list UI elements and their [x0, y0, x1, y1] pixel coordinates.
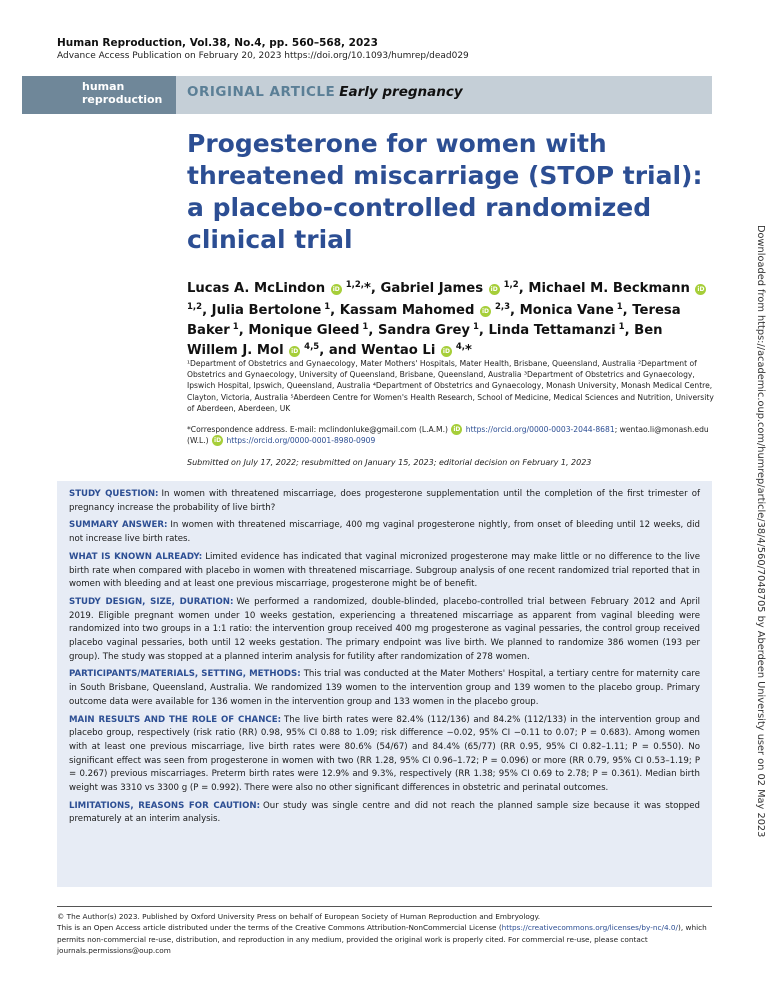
article-type: ORIGINAL ARTICLE — [187, 84, 336, 100]
author — [520, 303, 633, 318]
logo-text-reproduction: reproduction — [82, 93, 163, 106]
author-affiliation-marker: 1,2 — [500, 280, 519, 290]
advance-access-line: Advance Access Publication on February 20, 2023 https://doi.org/10.1093/humrep/dead029 — [57, 51, 469, 61]
author — [361, 343, 472, 358]
article-type-label — [187, 84, 463, 100]
author-name: Monica Vane — [519, 303, 614, 318]
author-affiliation-marker: 4, — [452, 342, 466, 352]
author-name: Lucas A. McLindon — [187, 281, 326, 296]
author-separator: , — [368, 323, 378, 338]
orcid-icon[interactable]: iD — [453, 426, 461, 433]
author-separator: , — [510, 303, 520, 318]
abstract-section — [69, 668, 700, 709]
corresponding-author-marker: * — [363, 281, 371, 296]
abstract-heading: WHAT IS KNOWN ALREADY: — [69, 551, 203, 562]
copyright-line: © The Author(s) 2023. Published by Oxford University Press on behalf of European Society of Human Reproduction and Embryology. — [57, 912, 541, 921]
license-suffix: ), which permits non-commercial re-use, distribution, and reproduction in any medium, provided the original work is properly cited. For commercial re-use, please contact journals.permissions@oup.com — [57, 923, 707, 955]
orcid-icon[interactable]: iD — [442, 348, 450, 355]
author-separator: , and — [319, 343, 362, 358]
abstract-text: The live birth rates were 82.4% (112/136) and 84.2% (112/133) in the intervention group and placebo group, respectively (risk ratio (RR) 0.98, 95% CI 0.88 to 1.09; risk difference −0.02, 95% CI −0.11 to 0.07; P = 0.683). Among women with at least one previous miscarriage, live birth rates were 80.6% (54/67) and 84.4% (65/77) (RR 0.95, 95% CI 0.82–1.11; P = 0.550). No significant effect was seen from progesterone in women with two (RR 1.28, 95% CI 0.96–1.72; P = 0.096) or more (RR 0.79, 95% CI 0.53–1.19; P = 0.267) previous miscarriages. Preterm birth rates were 12.9% and 9.3%, respectively (RR 1.38; 95% CI 0.69 to 2.78; P = 0.361). Median birth weight was 3310 vs 3300 g (P = 0.992). There were also no other significant differences in obstetric and perinatal outcomes. — [69, 714, 701, 794]
author-affiliation-marker: 4,5 — [301, 342, 320, 352]
abstract-section — [69, 551, 700, 592]
abstract-section — [69, 488, 700, 515]
article-section: Early pregnancy — [339, 84, 463, 100]
abstract-section — [69, 519, 700, 546]
author — [340, 303, 520, 318]
abstract-heading: PARTICIPANTS/MATERIALS, SETTING, METHODS: — [69, 669, 301, 680]
orcid-link-li[interactable]: https://orcid.org/0000-0001-8980-0909 — [226, 436, 376, 446]
abstract-section — [69, 800, 700, 827]
author-affiliation-marker: 1 — [321, 302, 331, 312]
author — [212, 303, 340, 318]
author-name: Sandra Grey — [377, 323, 471, 338]
license-link[interactable]: https://creativecommons.org/licenses/by-nc/4.0/ — [501, 923, 679, 933]
author-affiliation-marker: 2,3 — [492, 302, 511, 312]
author-name: Linda Tettamanzi — [488, 323, 616, 338]
abstract-section — [69, 714, 700, 796]
abstract-text: We performed a randomized, double-blinded, placebo-controlled trial between February 2012 and April 2019. Eligible pregnant women under 10 weeks gestation, experiencing a threatened miscarriage as apparent from vaginal bleeding were randomized into two groups in a 1:1 ratio: the intervention group received 400 mg progesterone as vaginal pessaries, the control group received placebo vaginal pessaries, both until 12 weeks gestation. The primary endpoint was live birth. We planned to randomize 386 women (193 per group). The study was stopped at a planned interim analysis for futility after randomization of 278 women. — [69, 596, 700, 662]
author-separator: , — [202, 303, 212, 318]
license-prefix: This is an Open Access article distributed under the terms of the Creative Commons Attribution-NonCommercial License ( — [57, 923, 502, 933]
correspondence-middle: ; wentao.li@monash.edu (W.L.) — [187, 425, 709, 446]
submission-dates: Submitted on July 17, 2022; resubmitted on January 15, 2023; editorial decision on February 1, 2023 — [187, 458, 592, 467]
author-name: Monique Gleed — [248, 323, 360, 338]
abstract-box — [57, 481, 712, 887]
author-separator: , — [478, 323, 489, 338]
correspondence — [187, 424, 714, 446]
abstract-heading: STUDY DESIGN, SIZE, DURATION: — [69, 596, 234, 607]
author-name: Kassam Mahomed — [339, 303, 475, 318]
abstract-heading: SUMMARY ANSWER: — [69, 520, 168, 531]
author-affiliation-marker: 1 — [359, 322, 369, 332]
abstract-text: Our study was single centre and did not reach the planned sample size because it was stopped prematurely at an interim analysis. — [69, 800, 700, 825]
author-affiliation-marker: 1 — [615, 322, 625, 332]
abstract-text: In women with threatened miscarriage, 400 mg vaginal progesterone nightly, from onset of bleeding until 12 weeks, did not increase live birth rates. — [69, 520, 700, 545]
author-list — [187, 277, 717, 359]
correspondence-prefix: *Correspondence address. E-mail: mclindonluke@gmail.com (L.A.M.) — [187, 425, 448, 434]
author-affiliation-marker: 1 — [229, 322, 239, 332]
abstract-heading: STUDY QUESTION: — [69, 489, 159, 499]
author — [381, 281, 529, 296]
abstract-text: This trial was conducted at the Mater Mothers' Hospital, a tertiary centre for maternity care in South Brisbane, Queensland, Australia. We randomized 139 women to the intervention group and 139 women to the placebo group. Primary outcome data were available for 136 women in the intervention group and 133 women in the placebo group. — [69, 669, 700, 707]
author — [187, 281, 381, 296]
author-name: Gabriel James — [380, 281, 484, 296]
license-text — [57, 922, 712, 956]
author — [248, 323, 378, 338]
author-affiliation-marker: 1 — [613, 302, 623, 312]
orcid-link-mclindon[interactable]: https://orcid.org/0000-0003-2044-8681 — [465, 425, 615, 434]
author-separator: , — [370, 281, 381, 296]
author-separator: , — [622, 303, 633, 318]
download-watermark: Downloaded from https://academic.oup.com/humrep/article/38/4/560/7048705 by Aberdeen University user on 02 May 2023 — [755, 225, 766, 838]
author-name: Julia Bertolone — [211, 303, 322, 318]
abstract-heading: LIMITATIONS, REASONS FOR CAUTION: — [69, 800, 261, 811]
orcid-icon[interactable]: iD — [332, 286, 340, 293]
copyright-footer — [57, 911, 712, 956]
author-separator: , — [238, 323, 249, 338]
orcid-icon[interactable]: iD — [697, 286, 705, 293]
author-name: Wentao Li — [361, 343, 436, 358]
author-separator: , — [624, 323, 635, 338]
author-separator: , — [518, 281, 529, 296]
orcid-icon[interactable]: iD — [214, 437, 222, 445]
author-name: Teresa Baker — [187, 303, 681, 338]
abstract-section — [69, 596, 700, 665]
footer-divider — [57, 906, 712, 907]
orcid-icon[interactable]: iD — [481, 308, 490, 315]
author — [378, 323, 489, 338]
abstract-text: In women with threatened miscarriage, does progesterone supplementation until the completion of the first trimester of pregnancy increase the probability of live birth? — [69, 489, 700, 513]
orcid-icon[interactable]: iD — [490, 286, 498, 293]
corresponding-author-marker: * — [465, 343, 472, 358]
article-title: Progesterone for women with threatened miscarriage (STOP trial): a placebo-controlled randomized clinical trial — [187, 129, 703, 254]
author-affiliation-marker: 1 — [470, 322, 479, 332]
logo-text-human: human — [82, 80, 125, 93]
author-affiliation-marker: 1,2, — [342, 280, 364, 290]
journal-citation: Human Reproduction, Vol.38, No.4, pp. 560–568, 2023 — [57, 37, 378, 49]
author-name: Michael M. Beckmann — [528, 281, 690, 296]
affiliations: ¹Department of Obstetrics and Gynaecology, Mater Mothers' Hospitals, Mater Health, Brisbane, Queensland, Australia ²Department of Obstetrics and Gynaecology, University of Queensland, Brisbane, Queensland, Australia ³Department of Obstetrics and Gynaecology, Ipswich Hospital, Ipswich, Queensland, Australia ⁴Department of Obstetrics and Gynaecology, Monash University, Monash Medical Centre, Clayton, Victoria, Australia ⁵Aberdeen Centre for Women's Health Research, School of Medicine, Medical Sciences and Nutrition, University of Aberdeen, Aberdeen, UK — [187, 359, 714, 413]
author-affiliation-marker: 1,2 — [187, 302, 203, 312]
author-name: Ben Willem J. Mol — [187, 323, 663, 358]
author — [489, 323, 635, 338]
abstract-text: Limited evidence has indicated that vaginal micronized progesterone may make little or no difference to the live birth rate when compared with placebo in women with threatened miscarriage. Subgroup analysis of one recent randomized trial reported that in women with bleeding and at least one previous miscarriage, progesterone might be of benefit. — [69, 551, 700, 590]
abstract-heading: MAIN RESULTS AND THE ROLE OF CHANCE: — [69, 714, 282, 725]
author-separator: , — [330, 303, 340, 318]
orcid-icon[interactable]: iD — [291, 348, 299, 355]
